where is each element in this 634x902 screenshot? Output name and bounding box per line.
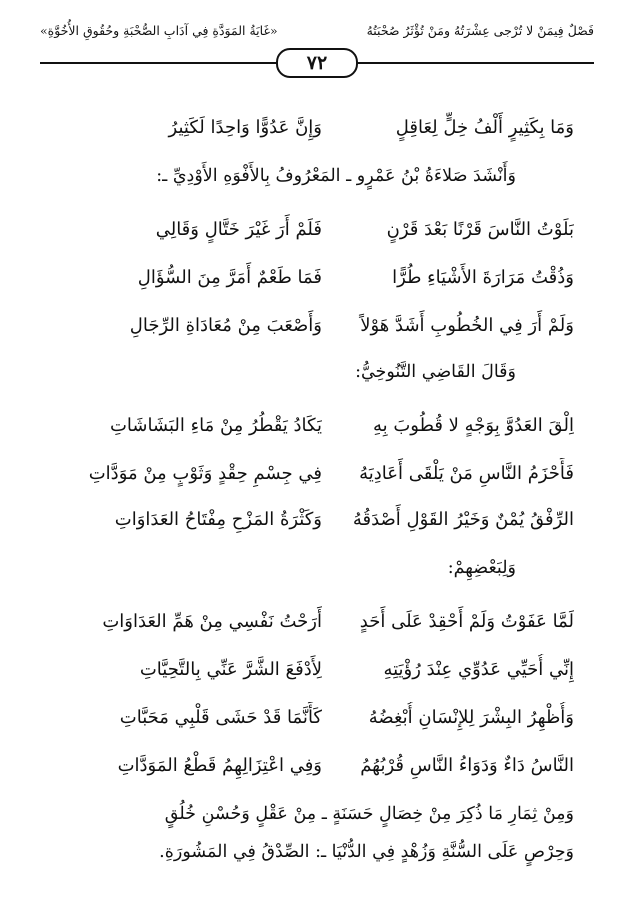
verse-second-hemistich: وَفِي اعْتِزَالِهِمُ قَطْعُ المَوَدَّاتِ [117, 755, 322, 776]
verse-first-hemistich: إِنِّي أُحَيِّي عَدُوِّي عِنْدَ رُؤْيَتِهِ [383, 659, 574, 680]
verse-second-hemistich: وَأَصْعَبَ مِنْ مُعَادَاةِ الرِّجَالِ [129, 315, 322, 336]
verse-first-hemistich: فَأَحْزَمُ النَّاسِ مَنْ يَلْقَى أَعَادِيَهُ [359, 463, 574, 484]
verse-second-hemistich: فَمَا طَعْمٌ أَمَرَّ مِنَ السُّؤَالِ [137, 267, 322, 288]
verse-first-hemistich: وَمَا بِكَثِيرٍ أَلْفُ خِلٍّ لِعَاقِلٍ [395, 117, 574, 138]
verse-line [60, 310, 574, 344]
verse-first-hemistich: وَلَمْ أَرَ فِي الخُطُوبِ أَشَدَّ هَوْلاً [360, 315, 574, 336]
verse-second-hemistich: يَكَادُ يَقْطُرُ مِنْ مَاءِ البَشَاشَاتِ [109, 415, 322, 436]
verse-second-hemistich: فِي جِسْمِ حِقْدٍ وَثَوْبٍ مِنْ مَوَدَّاتِ [88, 463, 322, 484]
verse-second-hemistich: وَكَثْرَةُ المَزْحِ مِفْتَاحُ العَدَاوَاتِ [114, 509, 322, 530]
poet-introduction: وَأَنْشَدَ صَلاءَةُ بْنُ عَمْرٍو ـ المَعْرُوفُ بِالأَفْوَهِ الأَوْدِيِّ ـ: [156, 166, 516, 186]
verse-second-hemistich: كَأَنَّمَا قَدْ حَشَى قَلْبِي مَحَبَّاتِ [119, 707, 322, 728]
poet-introduction: وَقَالَ القَاضِي التَّنُوخِيُّ: [355, 362, 516, 382]
verse-line [60, 262, 574, 296]
verse-first-hemistich: وَأُظْهِرُ البِشْرَ لِلإِنْسَانِ أُبْغِضُهُ [368, 707, 574, 728]
prose-paragraph-line: وَمِنْ ثِمَارِ مَا ذُكِرَ مِنْ خِصَالٍ حَسَنَةٍ ـ مِنْ عَقْلٍ وَحُسْنِ خُلُقٍ [164, 804, 574, 824]
verse-first-hemistich: وَذُقْتُ مَرَارَةَ الأَشْيَاءِ طُرًّا [392, 267, 574, 288]
verse-first-hemistich: اِلْقَ العَدُوَّ بِوَجْهٍ لا قُطُوبَ بِهِ [372, 415, 574, 436]
book-title: «غَايَةُ المَوَدَّةِ فِي آدَابِ الصُّحْبَةِ وحُقُوقِ الأُخُوَّةِ» [40, 23, 278, 38]
running-header [40, 22, 594, 78]
verse-first-hemistich: النَّاسُ دَاءٌ وَدَوَاءُ النَّاسِ قُرْبُهُمُ [360, 755, 574, 776]
chapter-title: فَصْلٌ فِيمَنْ لا تُرْجى عِشْرَتُهُ ومَنْ تُؤْثَرُ صُحْبَتُهُ [366, 23, 594, 38]
verse-line [60, 606, 574, 640]
verse-second-hemistich: لِأَدْفَعَ الشَّرَّ عَنِّي بِالتَّحِيَّاتِ [139, 659, 322, 680]
verse-line [60, 112, 574, 146]
verse-first-hemistich: لَمَّا عَفَوْتُ وَلَمْ أَحْقِدْ عَلَى أَحَدٍ [359, 611, 574, 632]
verse-line [60, 654, 574, 688]
verse-first-hemistich: الرِّفْقُ يُمْنٌ وَخَيْرُ القَوْلِ أَصْدَقُهُ [352, 509, 574, 530]
verse-line [60, 504, 574, 538]
poet-introduction: وَلِبَعْضِهِمْ: [447, 558, 516, 578]
verse-second-hemistich: فَلَمْ أَرَ غَيْرَ خَتَّالٍ وَقَالِي [155, 219, 322, 240]
page-number: ٧٢ [276, 48, 358, 78]
verse-first-hemistich: بَلَوْتُ النَّاسَ قَرْنًا بَعْدَ قَرْنٍ [386, 219, 574, 240]
verse-line [60, 458, 574, 492]
verse-line [60, 750, 574, 784]
verse-second-hemistich: أَرَحْتُ نَفْسِي مِنْ هَمِّ العَدَاوَاتِ [102, 611, 322, 632]
verse-line [60, 214, 574, 248]
verse-second-hemistich: وَإِنَّ عَدُوًّا وَاحِدًا لَكَثِيرُ [168, 117, 322, 138]
verse-line [60, 702, 574, 736]
verse-line [60, 410, 574, 444]
prose-paragraph-line: وَحِرْصٍ عَلَى السُّنَّةِ وَزُهْدٍ فِي الدُّنْيَا ـ: الصِّدْقُ فِي المَشُورَةِ. [159, 842, 574, 862]
